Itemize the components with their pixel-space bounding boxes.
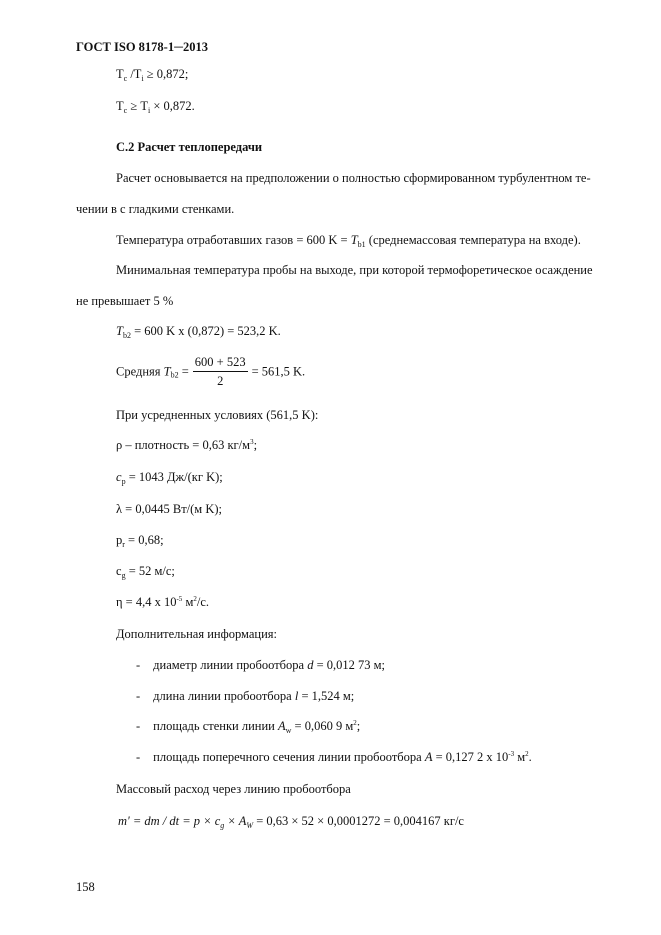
document-header: ГОСТ ISO 8178-1─2013 bbox=[76, 40, 208, 54]
fraction-numerator: 600 + 523 bbox=[193, 356, 248, 372]
section-title: С.2 Расчет теплопередачи bbox=[116, 140, 263, 154]
average-temperature-formula: Средняя $T_{b2}$ = $\frac{600 + 523}{2}$ = 561,5 K. bbox=[116, 355, 306, 388]
additional-info-heading: Дополнительная информация: bbox=[116, 627, 277, 641]
conditions-heading: При усредненных условиях (561,5 K): bbox=[116, 408, 319, 422]
paragraph-basis-line2: чении в с гладкими стенками. bbox=[76, 202, 235, 216]
mass-flow-heading: Массовый расход через линию пробоотбора bbox=[116, 782, 351, 796]
heat-capacity-line: $c_p = 1043$ Дж/(кг K); bbox=[116, 470, 223, 486]
tb2-formula: $T_{b2} = 600$ K x (0,872) = 523,2 K. bbox=[116, 324, 281, 340]
prandtl-line: $p_r = 0,68$; bbox=[116, 533, 164, 549]
min-temperature-line2: не превышает 5 % bbox=[76, 294, 174, 308]
list-item-diameter: - диаметр линии пробоотбора d = 0,012 73 м; bbox=[136, 658, 386, 672]
list-item-length: - длина линии пробоотбора l = 1,524 м; bbox=[136, 689, 355, 703]
list-item-cross-section: - площадь поперечного сечения линии пробоотбора A = 0,127 2 x $10^{-3}$ $м^2$. bbox=[136, 750, 532, 764]
exhaust-temperature: Температура отработавших газов = 600 $K = T_{b1}$ (среднемассовая температура на входе). bbox=[116, 233, 581, 249]
density-line: ρ – плотность = 0,63 $кг/м^3$; bbox=[116, 438, 258, 452]
min-temperature-line1: Минимальная температура пробы на выходе, при которой термофоретическое осаждение bbox=[116, 263, 593, 277]
fraction bbox=[193, 356, 248, 387]
fraction-denominator: 2 bbox=[217, 373, 224, 388]
mass-flow-formula: m' = dm / dt = $p \times c_g \times A_W = 0,63 \times 52 \times 0,0001272 = 0,004167$ кг/с bbox=[118, 814, 464, 830]
gas-velocity-line: $c_g = 52$ м/с; bbox=[116, 564, 175, 580]
inequality-condition: $Т_c \ge Т_i \times 0,872$. bbox=[116, 99, 195, 115]
viscosity-line: η = 4,4 x $10^{-5}$ $м^2/с$. bbox=[116, 595, 210, 609]
page-number: 158 bbox=[76, 880, 95, 894]
conductivity-line: λ = 0,0445 Вт/(м K); bbox=[116, 502, 222, 516]
paragraph-basis-line1: Расчет основывается на предположении о полностью сформированном турбулентном те- bbox=[116, 171, 591, 185]
list-item-wall-area: - площадь стенки линии $A_w = 0,060$ 9 $м^2$; bbox=[136, 719, 361, 735]
ratio-condition: $Т_c$ $/Т_i \ge 0,872$; bbox=[116, 67, 189, 83]
